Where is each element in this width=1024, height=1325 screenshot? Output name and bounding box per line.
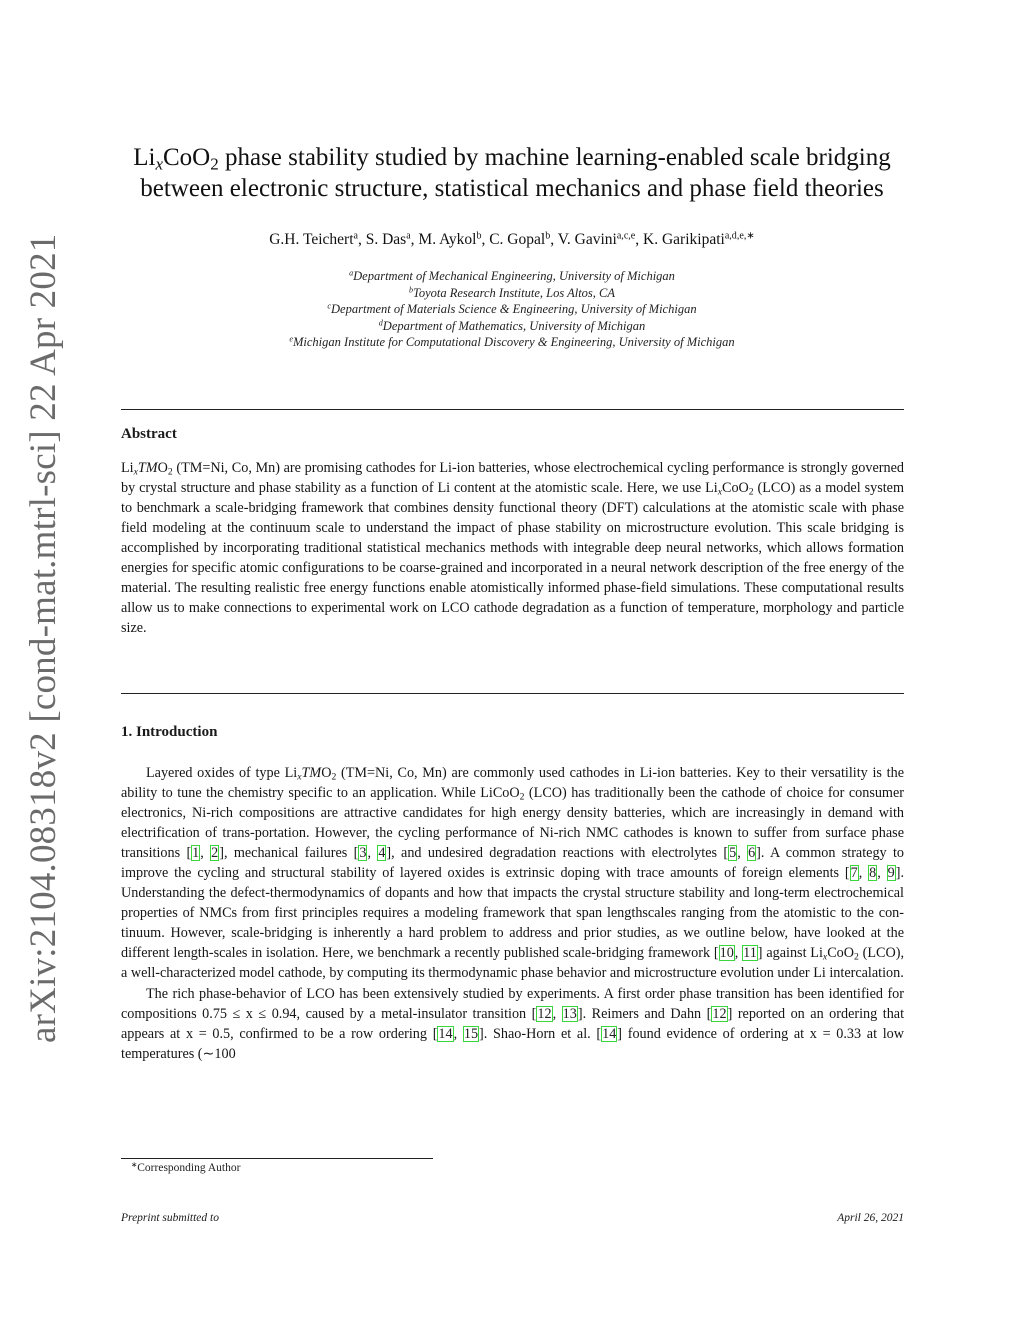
abstract-body: $Li_xTMO_2$ (TM=Ni, Co, Mn) are promising cathodes for Li-ion batteries, whose electrochemical cycling performance is strongly governed by crystal structure and phase stability as a function of Li content at the atomistic scale. Here, we use $Li_xCoO_2$ (LCO) as a model system to benchmark a scale-bridging framework that combines density functional theory (DFT) calculations at the atomistic scale with phase field modeling at the continuum scale to understand the impact of phase stability on microstructure evolution. This scale bridging is accomplished by incorporating traditional statistical mechanics methods with integrable deep neural networks, which allows formation energies for specific atomic configurations to be coarse-grained and incorporated in a neural network description of the free energy of the material. The resulting realistic free energy functions enable atomistically informed phase-field simulations. These computational results allow us to make connections to experimental work on LCO cathode degradation as a function of temperature, morphology and particle size. [121,460,904,637]
abstract-top-rule [121,409,904,410]
citation-link[interactable]: 5 [729,845,737,862]
affiliation: $^b$Toyota Research Institute, Los Altos, CA [408,285,616,300]
paper-title [100,142,924,204]
introduction-body [121,763,904,1064]
affiliation: $^d$Department of Mathematics, University of Michigan [378,318,646,333]
footnote-rule [121,1158,433,1159]
citation-link[interactable]: 3 [359,845,367,862]
citation-link[interactable]: 2 [211,845,219,862]
section-heading-introduction: 1. Introduction [121,724,218,740]
citation-link[interactable]: 14 [602,1025,617,1042]
title-line-1: $Li_xCoO_2$ phase stability studied by machine learning-enabled scale bridging [133,144,891,174]
title-line-2: between electronic structure, statistical mechanics and phase field theories [140,175,884,202]
author: S. Das$^a$ [365,230,411,248]
author: V. Gavini$^{a,c,e}$ [557,230,636,248]
citation-link[interactable]: 10 [719,945,734,962]
paragraph: Layered oxides of type $Li_xTMO_2$ (TM=Ni, Co, Mn) are commonly used cathodes in Li-ion batteries. Key to their versatility is the ability to tune the chemistry specific to an application. While LiCoO$_2$ (LCO) has traditionally been the cathode of choice for consumer electronics, Ni-rich compositions are attractive candidates for high energy density batteries, which are increasingly in demand with electrification of trans-portation. However, the cycling performance of Ni-rich NMC cathodes is known to suffer from surface phase transitions [1, 2], mechanical failures [3, 4], and undesired degradation reactions with electrolytes [5, 6]. A common strategy to improve the cycling and structural stability of layered oxides is extrinsic doping with trace amounts of foreign elements [7, 8, 9]. Understanding the defect-thermodynamics of dopants and how that impacts the crystal structure stability and long-term electrochemical properties of NMCs from first principles requires a modeling framework that span lengthscales ranging from the atomistic to the con-tinuum. However, scale-bridging is inherently a hard problem to address and prior studies, as we outline below, have looked at the different length-scales in isolation. Here, we benchmark a recently published scale-bridging framework [10, 11] against $Li_xCoO_2$ (LCO), a well-characterized model cathode, by computing its thermodynamic phase behavior and microstructure evolution under Li intercalation. [121,765,905,982]
citation-link[interactable]: 8 [869,865,877,882]
author: C. Gopal$^b$ [489,230,551,248]
citation-link[interactable]: 12 [712,1005,727,1022]
citation-link[interactable]: 15 [463,1025,479,1042]
abstract-heading: Abstract [121,426,177,442]
citation-link[interactable]: 11 [743,945,757,962]
abstract-bottom-rule [121,693,904,694]
author-list: G.H. Teichert$^a$, S. Das$^a$, M. Aykol$^b$, C. Gopal$^b$, V. Gavini$^{a,c,e}$, K. Garikipati$^{a,d,e,∗}$ [269,230,755,248]
author: K. Garikipati$^{a,d,e,∗}$ [643,230,755,248]
citation-link[interactable]: 14 [438,1025,453,1042]
citation-link[interactable]: 4 [378,845,386,862]
footnote: ∗Corresponding Author [131,1159,241,1174]
citation-link[interactable]: 9 [887,865,895,882]
citation-link[interactable]: 12 [537,1005,552,1022]
affiliation: $^e$Michigan Institute for Computational Discovery & Engineering, University of Michigan [289,334,735,350]
affiliation-list [100,268,924,351]
citation-link[interactable]: 7 [850,865,858,882]
citation-link[interactable]: 1 [192,845,200,862]
author: G.H. Teichert$^a$ [269,230,358,248]
arxiv-stamp: arXiv:2104.08318v2 [cond-mat.mtrl-sci] 22 Apr 2021 [23,233,64,1043]
author: M. Aykol$^b$ [418,230,482,248]
affiliation: $^c$Department of Materials Science & Engineering, University of Michigan [327,301,697,317]
affiliation: $^a$Department of Mechanical Engineering, University of Michigan [349,268,675,283]
footer-preprint: Preprint submitted to [121,1212,219,1224]
citation-link[interactable]: 13 [562,1005,577,1022]
citation-link[interactable]: 6 [748,845,756,862]
footer-date: April 26, 2021 [837,1212,904,1224]
paragraph: The rich phase-behavior of LCO has been extensively studied by experiments. A first order phase transition has been identified for compositions 0.75 ≤ x ≤ 0.94, caused by a metal-insulator transition [12, 13]. Reimers and Dahn [12] reported on an ordering that appears at x = 0.5, confirmed to be a row ordering [14, 15]. Shao-Horn et al. [14] found evidence of ordering at x = 0.33 at low temperatures (∼100 [121,985,905,1062]
